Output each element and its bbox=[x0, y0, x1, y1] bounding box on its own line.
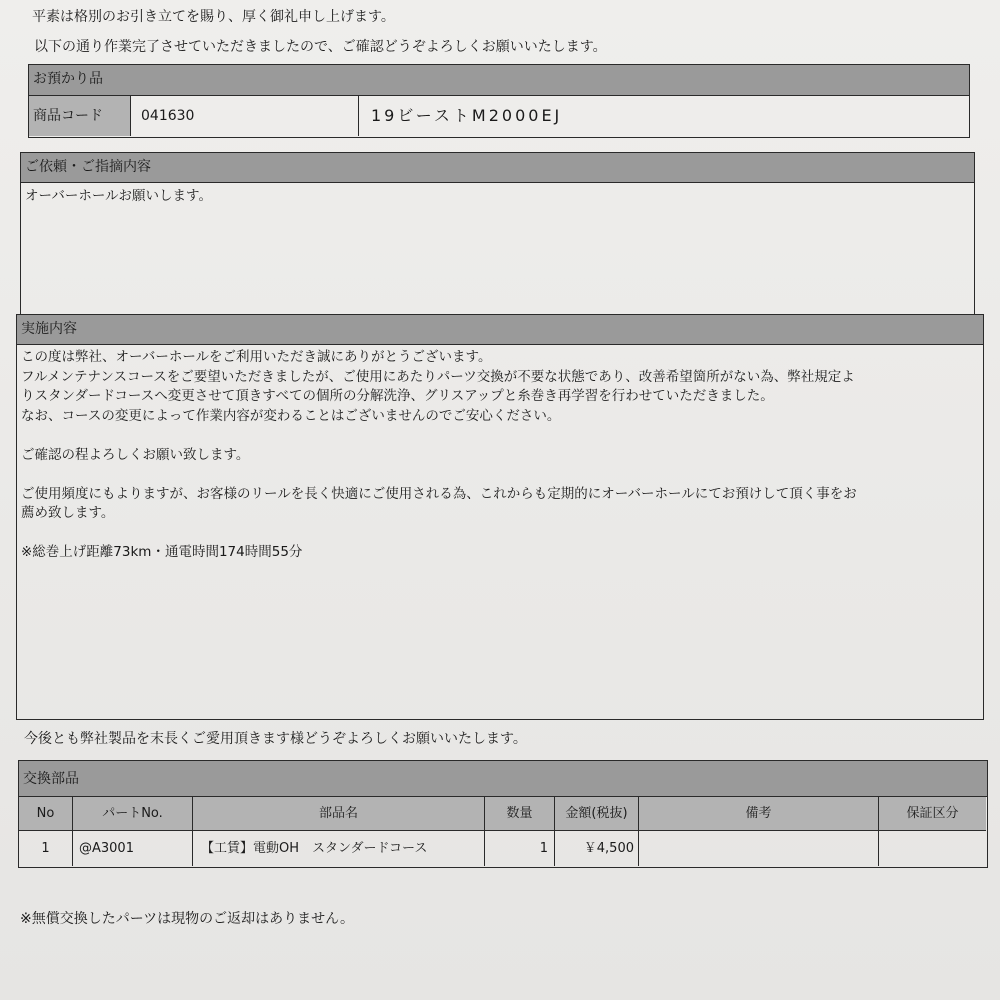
request-section-header: ご依頼・ご指摘内容 bbox=[21, 153, 974, 183]
request-text: オーバーホールお願いします。 bbox=[25, 188, 212, 204]
row-part-no: @A3001 bbox=[73, 831, 193, 866]
parts-table-header-row bbox=[19, 797, 986, 831]
row-part-name: 【工賃】電動OH スタンダードコース bbox=[193, 831, 485, 866]
work-section-header: 実施内容 bbox=[17, 315, 983, 345]
col-warranty: 保証区分 bbox=[879, 797, 986, 830]
col-no: No bbox=[19, 797, 73, 830]
closing-line: 今後とも弊社製品を末長くご愛用頂きます様どうぞよろしくお願いいたします。 bbox=[24, 731, 527, 747]
greeting-line-1: 平素は格別のお引き立てを賜り、厚く御礼申し上げます。 bbox=[32, 9, 395, 25]
table-row bbox=[19, 831, 986, 866]
work-line: ※総巻上げ距離73km・通電時間174時間55分 bbox=[21, 544, 303, 560]
work-line: なお、コースの変更によって作業内容が変わることはございませんのでご安心ください。 bbox=[21, 407, 561, 424]
col-note: 備考 bbox=[639, 797, 879, 830]
product-name: 19ビーストM2000EJ bbox=[371, 106, 563, 125]
parts-section-header: 交換部品 bbox=[19, 761, 987, 797]
col-price: 金額(税抜) bbox=[555, 797, 639, 830]
product-code-value: 041630 bbox=[131, 96, 359, 136]
row-qty: 1 bbox=[485, 831, 555, 866]
row-price: ￥4,500 bbox=[555, 831, 639, 866]
row-no: 1 bbox=[19, 831, 73, 866]
work-line: この度は弊社、オーバーホールをご利用いただき誠にありがとうございます。 bbox=[21, 349, 492, 365]
work-line: 薦め致します。 bbox=[21, 505, 115, 521]
item-section bbox=[28, 64, 970, 138]
work-section bbox=[16, 314, 984, 720]
row-warranty bbox=[879, 831, 986, 866]
greeting-line-2: 以下の通り作業完了させていただきましたので、ご確認どうぞよろしくお願いいたします。 bbox=[34, 39, 607, 55]
request-section bbox=[20, 152, 975, 316]
parts-section bbox=[18, 760, 988, 868]
col-part-name: 部品名 bbox=[193, 797, 485, 830]
col-part-no: パートNo. bbox=[73, 797, 193, 830]
footnote: ※無償交換したパーツは現物のご返却はありません。 bbox=[20, 911, 355, 927]
col-qty: 数量 bbox=[485, 797, 555, 830]
work-line: フルメンテナンスコースをご要望いただきましたが、ご使用にあたりパーツ交換が不要な状態であり、改善希望箇所がない為、弊社規定よ bbox=[21, 368, 855, 385]
product-code-label: 商品コード bbox=[29, 96, 131, 136]
work-line: ご確認の程よろしくお願い致します。 bbox=[21, 446, 250, 463]
item-section-header: お預かり品 bbox=[29, 65, 969, 96]
work-line: りスタンダードコースへ変更させて頂きすべての個所の分解洗浄、グリスアップと糸巻き再学習を行わせていただきました。 bbox=[21, 388, 774, 404]
work-line: ご使用頻度にもよりますが、お客様のリールを長く快適にご使用される為、これからも定期的にオーバーホールにてお預けして頂く事をお bbox=[21, 485, 857, 502]
row-note bbox=[639, 831, 879, 866]
